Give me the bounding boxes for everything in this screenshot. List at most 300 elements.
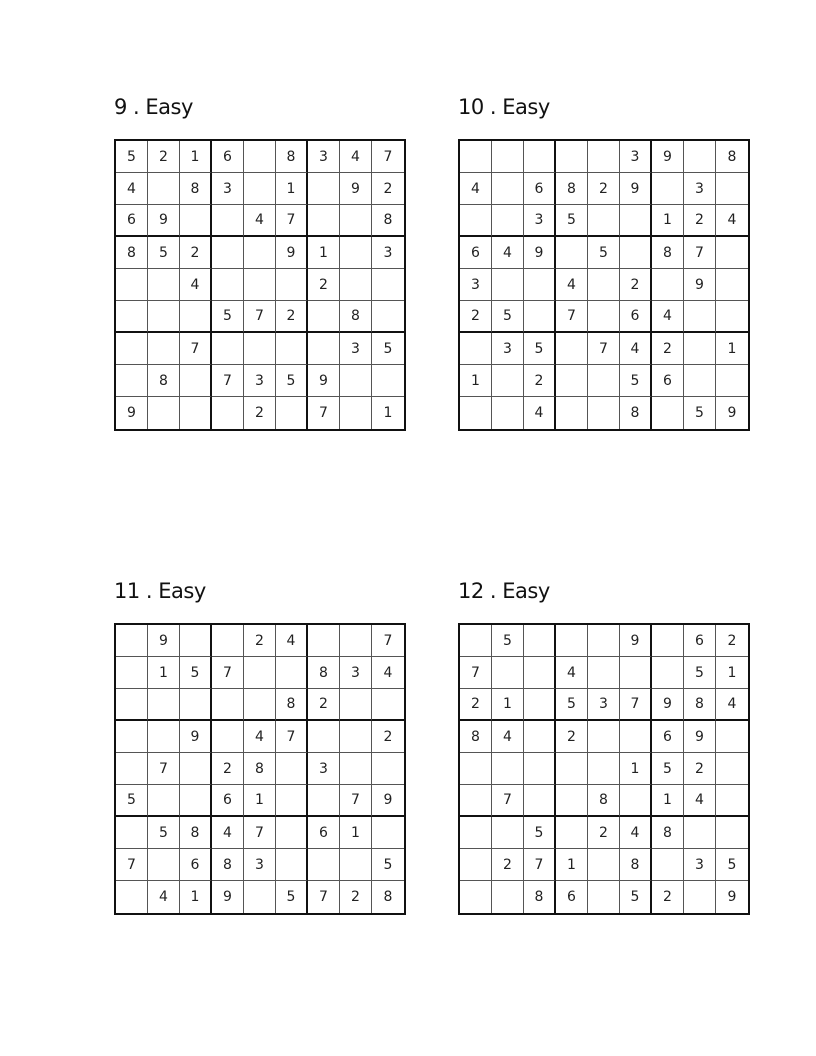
sudoku-cell [620, 785, 652, 817]
sudoku-cell [180, 365, 212, 397]
sudoku-cell [492, 753, 524, 785]
sudoku-cell: 4 [620, 817, 652, 849]
sudoku-cell: 4 [492, 721, 524, 753]
sudoku-cell [492, 881, 524, 913]
sudoku-cell [116, 689, 148, 721]
sudoku-cell: 4 [716, 689, 748, 721]
sudoku-cell: 5 [524, 333, 556, 365]
sudoku-cell: 9 [620, 173, 652, 205]
sudoku-cell [556, 817, 588, 849]
sudoku-cell: 4 [684, 785, 716, 817]
sudoku-cell [684, 301, 716, 333]
sudoku-cell: 7 [308, 881, 340, 913]
sudoku-cell: 8 [372, 205, 404, 237]
sudoku-cell: 3 [524, 205, 556, 237]
sudoku-cell [116, 721, 148, 753]
sudoku-cell: 7 [276, 205, 308, 237]
sudoku-cell [180, 205, 212, 237]
sudoku-cell: 5 [620, 365, 652, 397]
sudoku-cell [652, 657, 684, 689]
sudoku-cell [588, 753, 620, 785]
sudoku-cell: 5 [556, 689, 588, 721]
puzzle-title: 10 . Easy [458, 95, 550, 119]
sudoku-cell: 2 [244, 397, 276, 429]
sudoku-cell: 9 [727, 889, 737, 905]
sudoku-cell: 1 [244, 785, 276, 817]
sudoku-cell: 3 [460, 269, 492, 301]
sudoku-cell: 2 [460, 301, 492, 333]
sudoku-cell: 5 [588, 237, 620, 269]
sudoku-cell [340, 205, 372, 237]
sudoku-cell [524, 721, 556, 753]
sudoku-cell [460, 333, 492, 365]
sudoku-cell: 8 [276, 689, 308, 721]
sudoku-cell [556, 141, 588, 173]
sudoku-cell: 2 [372, 173, 404, 205]
sudoku-cell: 2 [716, 625, 748, 657]
sudoku-cell [148, 333, 180, 365]
sudoku-cell: 4 [372, 657, 404, 689]
sudoku-cell: 9 [620, 625, 652, 657]
sudoku-cell: 2 [212, 753, 244, 785]
sudoku-cell: 5 [148, 237, 180, 269]
sudoku-cell [244, 333, 276, 365]
sudoku-cell: 1 [652, 205, 684, 237]
sudoku-cell: 8 [460, 721, 492, 753]
sudoku-cell [308, 625, 340, 657]
sudoku-cell [212, 625, 244, 657]
sudoku-cell [684, 817, 716, 849]
sudoku-cell [212, 397, 244, 429]
sudoku-cell: 1 [383, 405, 393, 421]
sudoku-cell: 7 [684, 237, 716, 269]
sudoku-cell: 1 [652, 785, 684, 817]
sudoku-cell [276, 269, 308, 301]
sudoku-cell [492, 817, 524, 849]
sudoku-cell: 2 [524, 365, 556, 397]
sudoku-cell [116, 881, 148, 913]
sudoku-cell [556, 397, 588, 429]
sudoku-grid [458, 623, 750, 915]
sudoku-cell [460, 881, 492, 913]
sudoku-cell: 2 [684, 205, 716, 237]
sudoku-cell: 4 [524, 397, 556, 429]
sudoku-cell [652, 269, 684, 301]
sudoku-cell [276, 333, 308, 365]
sudoku-cell [116, 625, 148, 657]
sudoku-cell [372, 269, 404, 301]
sudoku-cell: 5 [684, 657, 716, 689]
sudoku-cell: 6 [180, 849, 212, 881]
sudoku-cell: 1 [180, 141, 212, 173]
sudoku-cell [588, 301, 620, 333]
sudoku-cell [116, 817, 148, 849]
sudoku-cell [276, 849, 308, 881]
puzzle-title: 9 . Easy [114, 95, 193, 119]
sudoku-cell [244, 881, 276, 913]
sudoku-cell: 6 [652, 721, 684, 753]
sudoku-cell [716, 753, 748, 785]
sudoku-cell: 4 [556, 269, 588, 301]
sudoku-cell: 3 [340, 657, 372, 689]
sudoku-cell [244, 689, 276, 721]
sudoku-cell [276, 753, 308, 785]
sudoku-cell: 7 [244, 301, 276, 333]
sudoku-cell [588, 849, 620, 881]
sudoku-cell: 9 [148, 625, 180, 657]
sudoku-cell: 5 [652, 753, 684, 785]
sudoku-cell [556, 753, 588, 785]
sudoku-cell [340, 689, 372, 721]
sudoku-cell: 4 [244, 205, 276, 237]
sudoku-cell [716, 365, 748, 397]
sudoku-cell [556, 333, 588, 365]
sudoku-cell: 5 [212, 301, 244, 333]
sudoku-cell: 9 [148, 205, 180, 237]
sudoku-cell: 3 [588, 689, 620, 721]
sudoku-cell: 7 [492, 785, 524, 817]
sudoku-cell [524, 301, 556, 333]
sudoku-cell: 8 [383, 889, 393, 905]
sudoku-cell: 8 [588, 785, 620, 817]
sudoku-cell [116, 333, 148, 365]
sudoku-cell: 9 [180, 721, 212, 753]
sudoku-cell [684, 881, 716, 913]
sudoku-cell [308, 301, 340, 333]
sudoku-cell [492, 269, 524, 301]
sudoku-cell: 6 [116, 205, 148, 237]
sudoku-cell [212, 237, 244, 269]
sudoku-cell [716, 721, 748, 753]
sudoku-cell: 2 [460, 689, 492, 721]
sudoku-cell: 7 [212, 657, 244, 689]
sudoku-cell [620, 721, 652, 753]
sudoku-cell [524, 657, 556, 689]
sudoku-cell: 9 [116, 397, 148, 429]
sudoku-cell: 7 [556, 301, 588, 333]
sudoku-cell [244, 237, 276, 269]
sudoku-cell [180, 689, 212, 721]
sudoku-cell: 2 [588, 817, 620, 849]
sudoku-cell: 4 [276, 625, 308, 657]
sudoku-cell: 4 [212, 817, 244, 849]
sudoku-cell: 6 [684, 625, 716, 657]
sudoku-cell [116, 301, 148, 333]
sudoku-cell: 8 [716, 141, 748, 173]
sudoku-cell: 1 [460, 365, 492, 397]
sudoku-cell [180, 397, 212, 429]
sudoku-cell: 6 [212, 785, 244, 817]
sudoku-cell [492, 205, 524, 237]
sudoku-cell [308, 785, 340, 817]
sudoku-cell [148, 173, 180, 205]
sudoku-cell: 3 [308, 753, 340, 785]
sudoku-grid [458, 139, 750, 431]
sudoku-cell [492, 397, 524, 429]
sudoku-cell [460, 817, 492, 849]
sudoku-cell: 3 [620, 141, 652, 173]
sudoku-cell: 2 [180, 237, 212, 269]
sudoku-cell [556, 237, 588, 269]
sudoku-cell [620, 237, 652, 269]
sudoku-cell: 3 [308, 141, 340, 173]
sudoku-cell [588, 365, 620, 397]
sudoku-cell: 5 [276, 365, 308, 397]
sudoku-cell [148, 269, 180, 301]
sudoku-cell: 8 [180, 173, 212, 205]
sudoku-cell [524, 269, 556, 301]
sudoku-cell: 1 [148, 657, 180, 689]
sudoku-cell: 3 [244, 849, 276, 881]
sudoku-cell: 8 [116, 237, 148, 269]
sudoku-cell: 3 [372, 237, 404, 269]
sudoku-cell: 2 [684, 753, 716, 785]
sudoku-cell: 5 [620, 881, 652, 913]
sudoku-cell: 4 [116, 173, 148, 205]
sudoku-cell [116, 657, 148, 689]
sudoku-cell [244, 141, 276, 173]
sudoku-cell [684, 365, 716, 397]
sudoku-cell [588, 397, 620, 429]
sudoku-cell: 5 [372, 333, 404, 365]
sudoku-cell [524, 785, 556, 817]
sudoku-cell [180, 625, 212, 657]
sudoku-cell: 4 [620, 333, 652, 365]
sudoku-cell: 7 [148, 753, 180, 785]
sudoku-cell: 7 [620, 689, 652, 721]
sudoku-cell: 2 [492, 849, 524, 881]
sudoku-cell [556, 785, 588, 817]
sudoku-cell [588, 721, 620, 753]
sudoku-cell [588, 881, 620, 913]
sudoku-cell: 2 [308, 269, 340, 301]
puzzle-title: 12 . Easy [458, 579, 550, 603]
sudoku-cell [276, 657, 308, 689]
sudoku-cell: 2 [276, 301, 308, 333]
sudoku-cell [588, 625, 620, 657]
sudoku-cell: 5 [116, 141, 148, 173]
sudoku-cell [244, 173, 276, 205]
sudoku-cell: 9 [212, 881, 244, 913]
sudoku-cell [460, 397, 492, 429]
sudoku-cell: 6 [308, 817, 340, 849]
sudoku-cell: 3 [684, 173, 716, 205]
sudoku-cell [372, 753, 404, 785]
sudoku-cell: 8 [308, 657, 340, 689]
sudoku-cell: 7 [372, 625, 404, 657]
sudoku-cell [116, 753, 148, 785]
sudoku-cell: 7 [460, 657, 492, 689]
sudoku-cell: 5 [492, 301, 524, 333]
sudoku-cell: 3 [244, 365, 276, 397]
sudoku-cell: 9 [524, 237, 556, 269]
sudoku-cell: 2 [556, 721, 588, 753]
sudoku-cell [652, 625, 684, 657]
sudoku-cell: 2 [244, 625, 276, 657]
sudoku-cell: 7 [212, 365, 244, 397]
sudoku-cell [556, 625, 588, 657]
sudoku-cell: 2 [148, 141, 180, 173]
sudoku-cell [116, 269, 148, 301]
sudoku-cell: 5 [716, 849, 748, 881]
sudoku-cell: 2 [652, 333, 684, 365]
sudoku-cell [212, 205, 244, 237]
sudoku-cell: 4 [716, 205, 748, 237]
sudoku-cell: 1 [716, 657, 748, 689]
sudoku-cell [276, 397, 308, 429]
sudoku-cell: 4 [148, 881, 180, 913]
sudoku-cell [652, 173, 684, 205]
sudoku-cell: 7 [308, 397, 340, 429]
sudoku-cell [340, 753, 372, 785]
sudoku-cell [556, 365, 588, 397]
sudoku-cell [308, 721, 340, 753]
sudoku-cell: 7 [340, 785, 372, 817]
sudoku-cell: 2 [372, 721, 404, 753]
sudoku-cell: 2 [340, 881, 372, 913]
sudoku-cell [716, 173, 748, 205]
sudoku-cell: 1 [180, 881, 212, 913]
sudoku-cell [212, 689, 244, 721]
sudoku-grid [114, 623, 406, 915]
sudoku-cell: 8 [180, 817, 212, 849]
sudoku-cell: 9 [276, 237, 308, 269]
sudoku-cell: 6 [620, 301, 652, 333]
sudoku-cell: 7 [276, 721, 308, 753]
sudoku-cell: 2 [588, 173, 620, 205]
sudoku-cell [588, 269, 620, 301]
sudoku-cell: 8 [652, 817, 684, 849]
sudoku-cell [116, 365, 148, 397]
sudoku-cell [460, 753, 492, 785]
sudoku-cell [492, 657, 524, 689]
sudoku-cell: 9 [684, 269, 716, 301]
sudoku-cell [308, 333, 340, 365]
sudoku-cell [716, 817, 748, 849]
sudoku-cell: 4 [460, 173, 492, 205]
sudoku-cell [212, 333, 244, 365]
sudoku-cell: 2 [620, 269, 652, 301]
sudoku-cell [652, 849, 684, 881]
sudoku-cell: 8 [620, 397, 652, 429]
sudoku-cell [340, 625, 372, 657]
sudoku-cell [340, 365, 372, 397]
sudoku-cell: 9 [684, 721, 716, 753]
sudoku-cell [340, 721, 372, 753]
sudoku-cell: 6 [460, 237, 492, 269]
sudoku-cell [492, 141, 524, 173]
sudoku-cell [148, 689, 180, 721]
sudoku-cell: 8 [652, 237, 684, 269]
sudoku-cell [492, 173, 524, 205]
sudoku-cell: 8 [684, 689, 716, 721]
sudoku-cell: 6 [524, 173, 556, 205]
sudoku-cell [524, 689, 556, 721]
sudoku-cell: 5 [556, 205, 588, 237]
sudoku-cell [460, 205, 492, 237]
sudoku-cell: 9 [308, 365, 340, 397]
sudoku-cell: 4 [556, 657, 588, 689]
sudoku-cell [180, 301, 212, 333]
sudoku-cell: 5 [180, 657, 212, 689]
sudoku-cell: 8 [244, 753, 276, 785]
sudoku-cell [244, 269, 276, 301]
sudoku-cell: 5 [276, 881, 308, 913]
sudoku-cell [340, 849, 372, 881]
sudoku-cell [372, 689, 404, 721]
sudoku-grid [114, 139, 406, 431]
sudoku-cell [684, 333, 716, 365]
sudoku-cell: 6 [556, 881, 588, 913]
sudoku-cell [588, 141, 620, 173]
sudoku-cell: 7 [524, 849, 556, 881]
sudoku-cell: 6 [652, 365, 684, 397]
sudoku-cell [588, 657, 620, 689]
sudoku-cell: 8 [556, 173, 588, 205]
sudoku-cell: 4 [340, 141, 372, 173]
sudoku-cell [524, 753, 556, 785]
sudoku-cell: 9 [652, 689, 684, 721]
sudoku-cell [716, 237, 748, 269]
sudoku-cell [524, 141, 556, 173]
sudoku-cell: 3 [684, 849, 716, 881]
sudoku-cell [620, 657, 652, 689]
sudoku-cell: 9 [372, 785, 404, 817]
sudoku-cell [588, 205, 620, 237]
sudoku-cell: 8 [212, 849, 244, 881]
sudoku-cell: 4 [244, 721, 276, 753]
sudoku-cell: 1 [276, 173, 308, 205]
sudoku-cell [148, 785, 180, 817]
sudoku-cell [276, 785, 308, 817]
sudoku-cell: 9 [652, 141, 684, 173]
sudoku-cell [524, 625, 556, 657]
sudoku-cell: 2 [652, 881, 684, 913]
sudoku-cell: 7 [180, 333, 212, 365]
sudoku-cell: 3 [212, 173, 244, 205]
sudoku-cell: 7 [244, 817, 276, 849]
sudoku-cell: 5 [684, 397, 716, 429]
sudoku-cell [276, 817, 308, 849]
sudoku-cell: 3 [340, 333, 372, 365]
sudoku-cell [148, 849, 180, 881]
sudoku-cell [212, 721, 244, 753]
sudoku-cell: 1 [340, 817, 372, 849]
sudoku-cell [340, 237, 372, 269]
sudoku-cell: 7 [116, 849, 148, 881]
sudoku-cell: 1 [492, 689, 524, 721]
sudoku-cell: 8 [524, 881, 556, 913]
sudoku-cell [716, 269, 748, 301]
sudoku-cell [180, 785, 212, 817]
sudoku-cell: 3 [492, 333, 524, 365]
sudoku-cell: 1 [308, 237, 340, 269]
sudoku-cell [308, 849, 340, 881]
puzzle-title: 11 . Easy [114, 579, 206, 603]
sudoku-cell [460, 141, 492, 173]
sudoku-cell [148, 301, 180, 333]
sudoku-cell [148, 397, 180, 429]
sudoku-cell: 8 [620, 849, 652, 881]
sudoku-cell: 7 [588, 333, 620, 365]
sudoku-cell [372, 817, 404, 849]
sudoku-cell: 1 [716, 333, 748, 365]
sudoku-cell [460, 849, 492, 881]
sudoku-cell [372, 301, 404, 333]
sudoku-cell: 8 [276, 141, 308, 173]
sudoku-cell: 5 [148, 817, 180, 849]
sudoku-cell: 8 [340, 301, 372, 333]
